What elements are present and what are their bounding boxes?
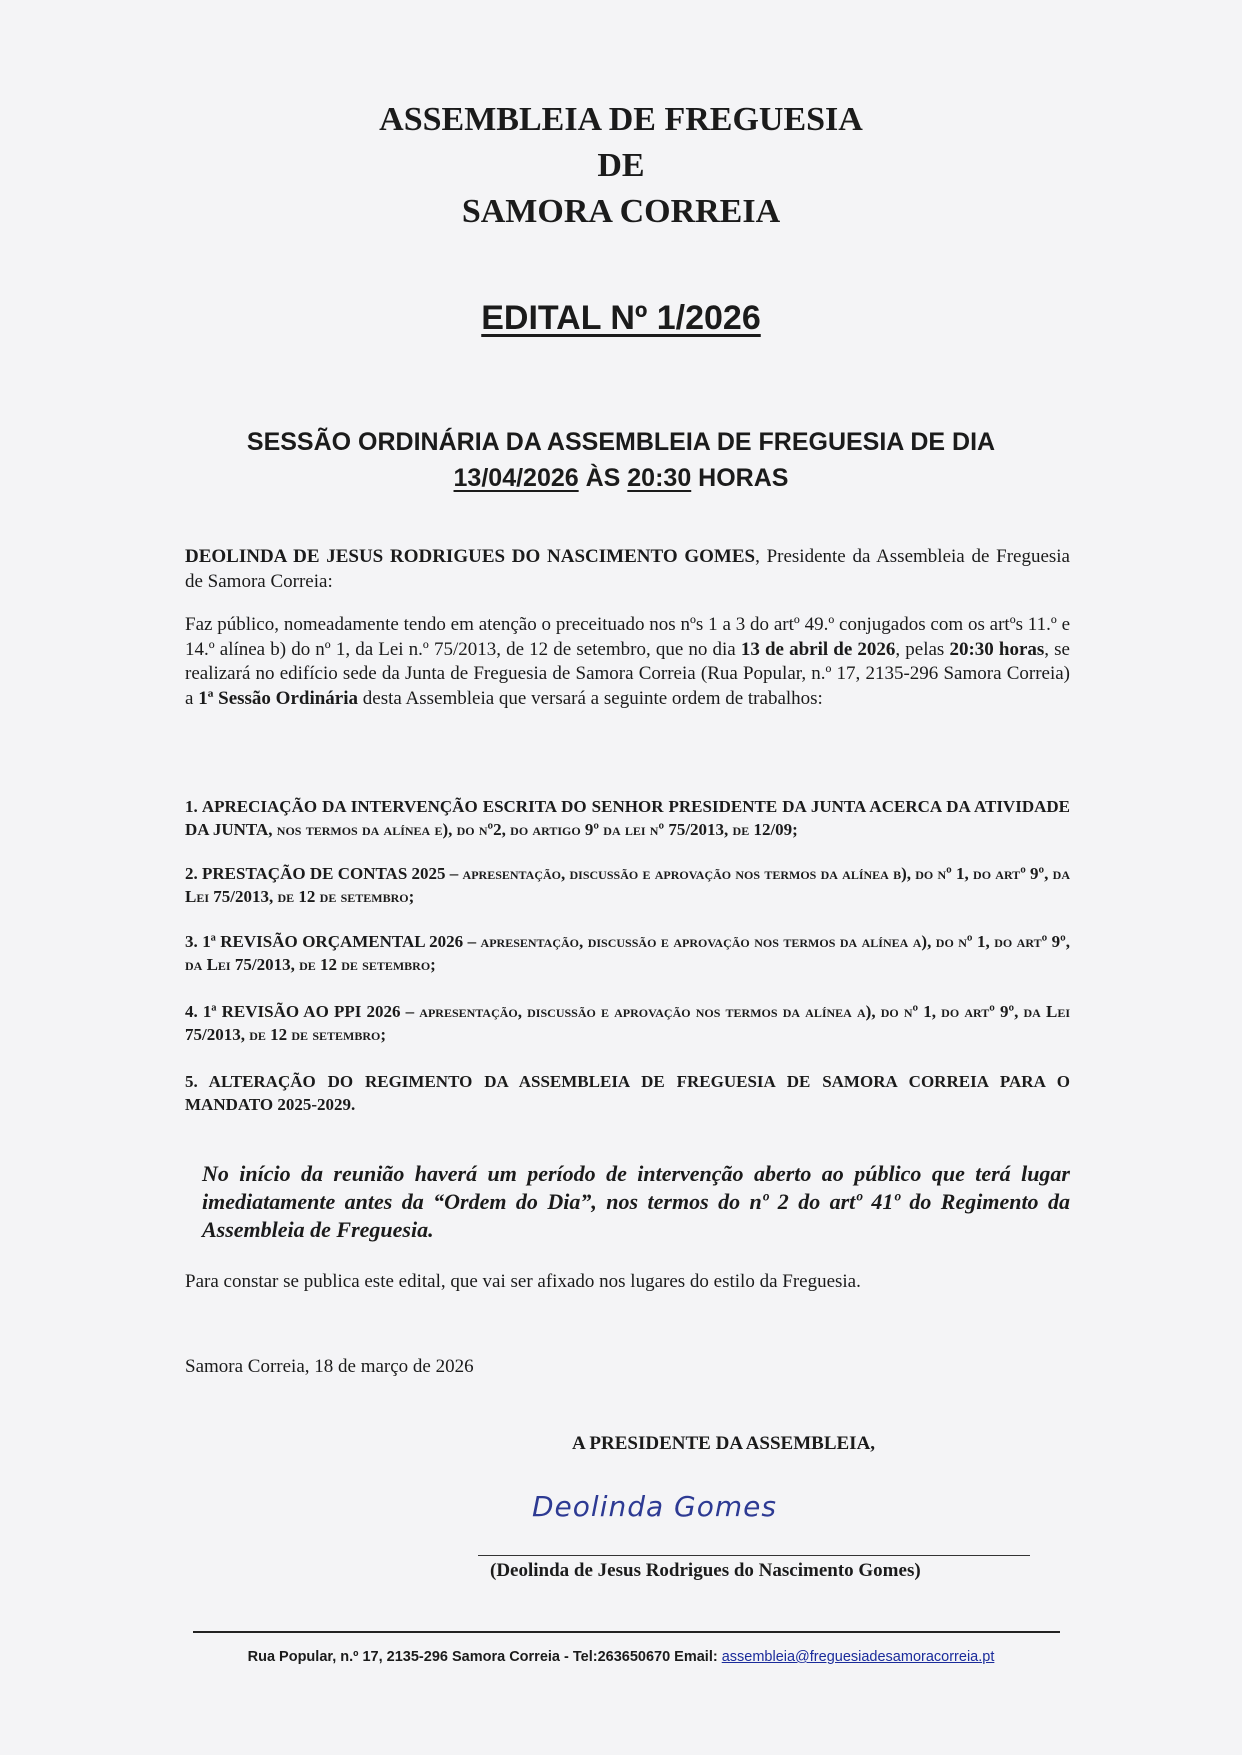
handwritten-signature: Deolinda Gomes (532, 1490, 777, 1523)
main-paragraph (185, 613, 1070, 711)
para-session: 1ª Sessão Ordinária (198, 687, 359, 709)
president-name: DEOLINDA DE JESUS RODRIGUES DO NASCIMENTO GOMES (185, 546, 756, 567)
intro-paragraph (185, 545, 1070, 594)
agenda-item (185, 1070, 1070, 1116)
signature-name: (Deolinda de Jesus Rodrigues do Nascimento Gomes) (490, 1560, 921, 1581)
agenda-item-main: 3. 1ª REVISÃO ORÇAMENTAL 2026 (185, 932, 464, 951)
public-intervention-note: No início da reunião haverá um período de intervenção aberto ao público que terá lugar imediatamente antes da “Ordem do Dia”, nos termos do nº 2 do artº 41º do Regimento da Assembleia de Freguesia. (202, 1161, 1070, 1242)
agenda-item-main: 5. ALTERAÇÃO DO REGIMENTO DA ASSEMBLEIA DE FREGUESIA DE SAMORA CORREIA PARA O MANDATO 2025-2029. (185, 1072, 1070, 1114)
para-text-1: Faz público, nomeadamente tendo em atenção o preceituado nos nºs 1 a 3 do artº 49.º conjugados com os artºs 11.º e 14.º alínea b) do nº 1, da Lei n.º 75/2013, de 12 de setembro, que no dia (185, 614, 1070, 660)
agenda-item-sub: – apresentação, discussão e aprovação nos termos da alínea b), do nº 1, do artº 9º, da Lei 75/2013, de 12 de setembro; (185, 864, 1070, 906)
agenda-item-main: 1. APRECIAÇÃO DA INTERVENÇÃO ESCRITA DO SENHOR PRESIDENTE DA JUNTA ACERCA DA ATIVIDADE DA JUNTA, (185, 797, 1070, 839)
footer-divider (193, 1631, 1060, 1633)
agenda-item-sub: – apresentação, discussão e aprovação nos termos da alínea a), do nº 1, do artº 9º, da Lei 75/2013, de 12 de setembro; (185, 932, 1071, 974)
header-line-3: SAMORA CORREIA (461, 193, 781, 230)
agenda-item (185, 862, 1070, 908)
para-date: 13 de abril de 2026 (740, 638, 896, 660)
agenda-item-main: 2. PRESTAÇÃO DE CONTAS 2025 (185, 864, 446, 883)
para-text-3: , se realizará no edifício sede da Junta de Freguesia de Samora Correia (Rua Popular, n.º 17, 2135-296 Samora Correia) a (185, 638, 1070, 709)
header-line-2: DE (597, 147, 645, 184)
session-title-line-1: SESSÃO ORDINÁRIA DA ASSEMBLEIA DE FREGUESIA DE DIA (246, 428, 996, 456)
edital-title: EDITAL Nº 1/2026 (481, 299, 761, 337)
agenda-item-sub: nos termos da alínea e), do nº2, do artigo 9º da lei nº 75/2013, de 12/09; (272, 820, 798, 839)
agenda-item-sub: – apresentação, discussão e aprovação nos termos da alínea a), do nº 1, do artº 9º, da Lei 75/2013, de 12 de setembro; (185, 1002, 1071, 1044)
agenda-item (185, 930, 1070, 976)
para-time: 20:30 horas (949, 638, 1045, 660)
document-header (0, 97, 1242, 235)
session-as: ÀS (578, 464, 628, 492)
agenda-item (185, 795, 1070, 841)
footer-text: Rua Popular, n.º 17, 2135-296 Samora Correia - Tel:263650670 Email: (247, 1649, 722, 1665)
header-line-1: ASSEMBLEIA DE FREGUESIA (379, 101, 863, 138)
intro-rest: , Presidente da Assembleia de Freguesia de Samora Correia: (185, 546, 1070, 592)
agenda-item (185, 1000, 1070, 1046)
signature-line (478, 1555, 1030, 1556)
constar-paragraph: Para constar se publica este edital, que vai ser afixado nos lugares do estilo da Freguesia. (185, 1271, 861, 1292)
session-title (120, 424, 1122, 496)
session-horas: HORAS (691, 464, 789, 492)
para-text-4: desta Assembleia que versará a seguinte ordem de trabalhos: (358, 687, 823, 709)
footer (0, 1649, 1242, 1665)
session-title-line-2 (120, 460, 1122, 496)
presidente-label: A PRESIDENTE DA ASSEMBLEIA, (572, 1433, 876, 1454)
session-date: 13/04/2026 (453, 464, 579, 492)
date-place: Samora Correia, 18 de março de 2026 (185, 1356, 474, 1377)
session-time: 20:30 (627, 464, 692, 492)
para-text-2: , pelas (895, 638, 950, 660)
agenda-item-main: 4. 1ª REVISÃO AO PPI 2026 (185, 1002, 401, 1021)
footer-email-link[interactable]: assembleia@freguesiadesamoracorreia.pt (721, 1649, 995, 1665)
